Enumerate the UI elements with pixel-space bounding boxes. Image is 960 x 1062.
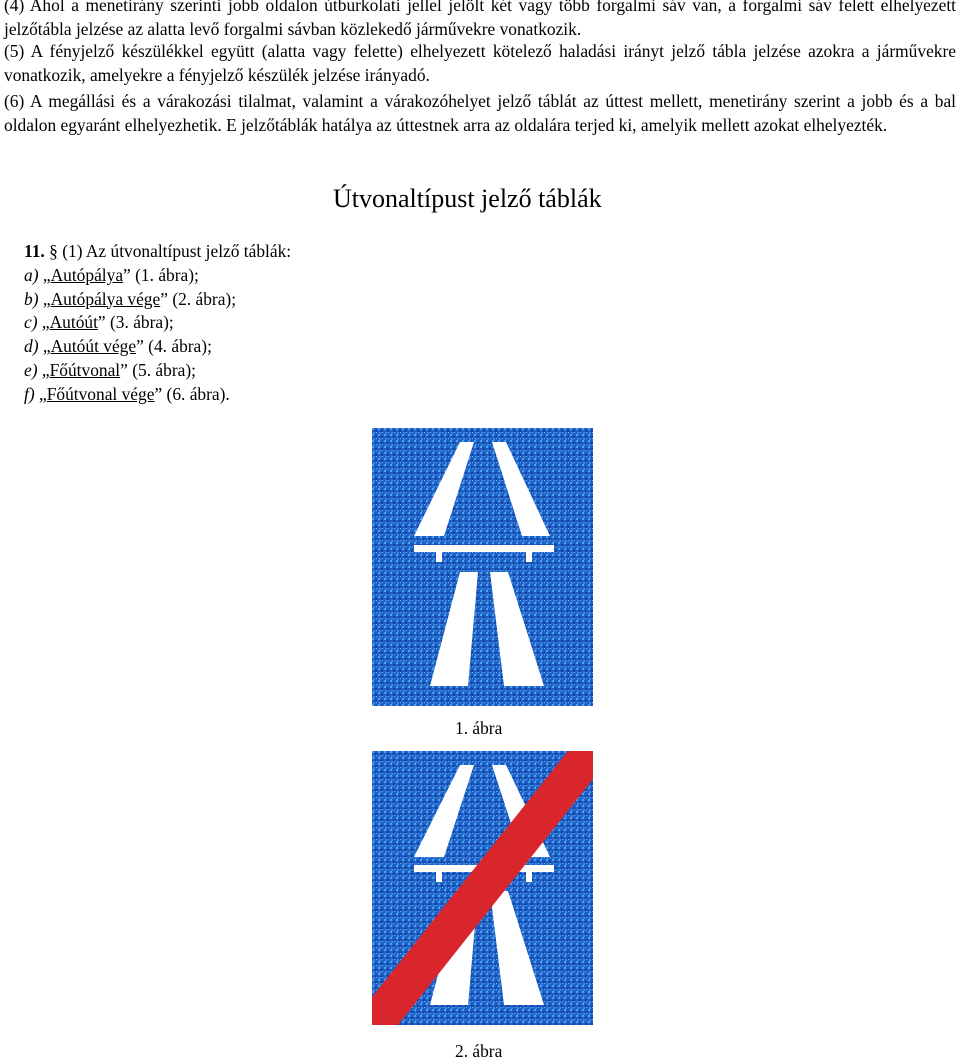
list-item-ref: (6. ábra).	[166, 383, 230, 404]
figure-caption: 2. ábra	[455, 1041, 503, 1061]
list-item-letter: f)	[24, 383, 35, 404]
open-quote: „	[42, 264, 51, 285]
paragraph-6: (6) A megállási és a várakozási tilalmat, valamint a várakozóhelyet jelző táblát az úttest mellett, menetirány szerint a jobb és a bal oldalon egyaránt elhelyezhetik. E jelzőtáblák hatálya az úttestnek arra az oldalára terjed ki, amelyik mellett azokat elhelyezték.	[4, 91, 956, 135]
list-item-name: Főútvonal vége	[46, 383, 155, 404]
motorway-sign-graphic	[372, 428, 593, 706]
list-item-ref: (4. ábra);	[148, 336, 212, 357]
sign-type-list	[24, 240, 291, 407]
list-item	[24, 311, 291, 335]
list-item	[24, 359, 291, 383]
list-item-name: Autóút vége	[50, 336, 137, 357]
paragraph-sign: §	[49, 241, 58, 261]
list-item	[24, 335, 291, 359]
list-intro: (1) Az útvonaltípust jelző táblák:	[62, 241, 292, 261]
bridge-deck	[414, 545, 554, 552]
list-item-name: Autópálya	[50, 264, 124, 285]
paragraph-4: (4) Ahol a menetirány szerinti jobb oldalon útburkolati jellel jelölt két vagy több forgalmi sáv van, a forgalmi sáv felett elhelyezett jelzőtábla jelzése az alatta levő forgalmi sávban közlekedő járművekre vonatkozik.	[4, 0, 956, 39]
list-heading	[24, 240, 291, 264]
list-item-ref: (3. ábra);	[110, 312, 174, 333]
close-quote: ”	[123, 264, 131, 285]
list-item-name: Autóút	[49, 312, 98, 333]
open-quote: „	[42, 336, 51, 357]
list-item	[24, 383, 291, 407]
list-item-letter: d)	[24, 336, 39, 357]
paragraph-5: (5) A fényjelző készülékkel együtt (alatta vagy felette) elhelyezett kötelező haladási irányt jelző tábla jelzése azokra a járművekre vonatkozik, amelyekre a fényjelző készülék jelzése irányadó.	[4, 41, 956, 85]
list-item-letter: c)	[24, 312, 38, 333]
open-quote: „	[38, 383, 47, 404]
open-quote: „	[41, 312, 50, 333]
list-item-ref: (1. ábra);	[135, 264, 199, 285]
bridge-pillar-left	[436, 872, 442, 882]
close-quote: ”	[154, 383, 163, 404]
list-item-name: Autópálya vége	[50, 288, 161, 309]
end-of-motorway-sign-icon	[372, 751, 593, 1025]
close-quote: ”	[120, 359, 128, 380]
bridge-pillar-right	[526, 872, 532, 882]
list-item-ref: (2. ábra);	[172, 288, 237, 309]
list-item-letter: a)	[24, 264, 39, 285]
motorway-sign-icon	[372, 428, 593, 706]
list-item-letter: e)	[24, 359, 38, 380]
list-item-name: Főútvonal	[49, 359, 121, 380]
close-quote: ”	[97, 312, 106, 333]
list-item-letter: b)	[24, 288, 39, 309]
section-number: 11.	[24, 241, 45, 261]
list-item	[24, 264, 291, 288]
bridge-pillar-right	[526, 552, 532, 562]
close-quote: ”	[160, 288, 168, 309]
section-title: Útvonaltípust jelző táblák	[333, 184, 602, 213]
open-quote: „	[41, 359, 50, 380]
end-of-motorway-sign-graphic	[372, 751, 593, 1025]
close-quote: ”	[136, 336, 144, 357]
figure-caption: 1. ábra	[455, 718, 503, 738]
sign-background	[372, 428, 593, 706]
list-item-ref: (5. ábra);	[132, 359, 196, 380]
open-quote: „	[42, 288, 51, 309]
list-item	[24, 288, 291, 312]
bridge-pillar-left	[436, 552, 442, 562]
